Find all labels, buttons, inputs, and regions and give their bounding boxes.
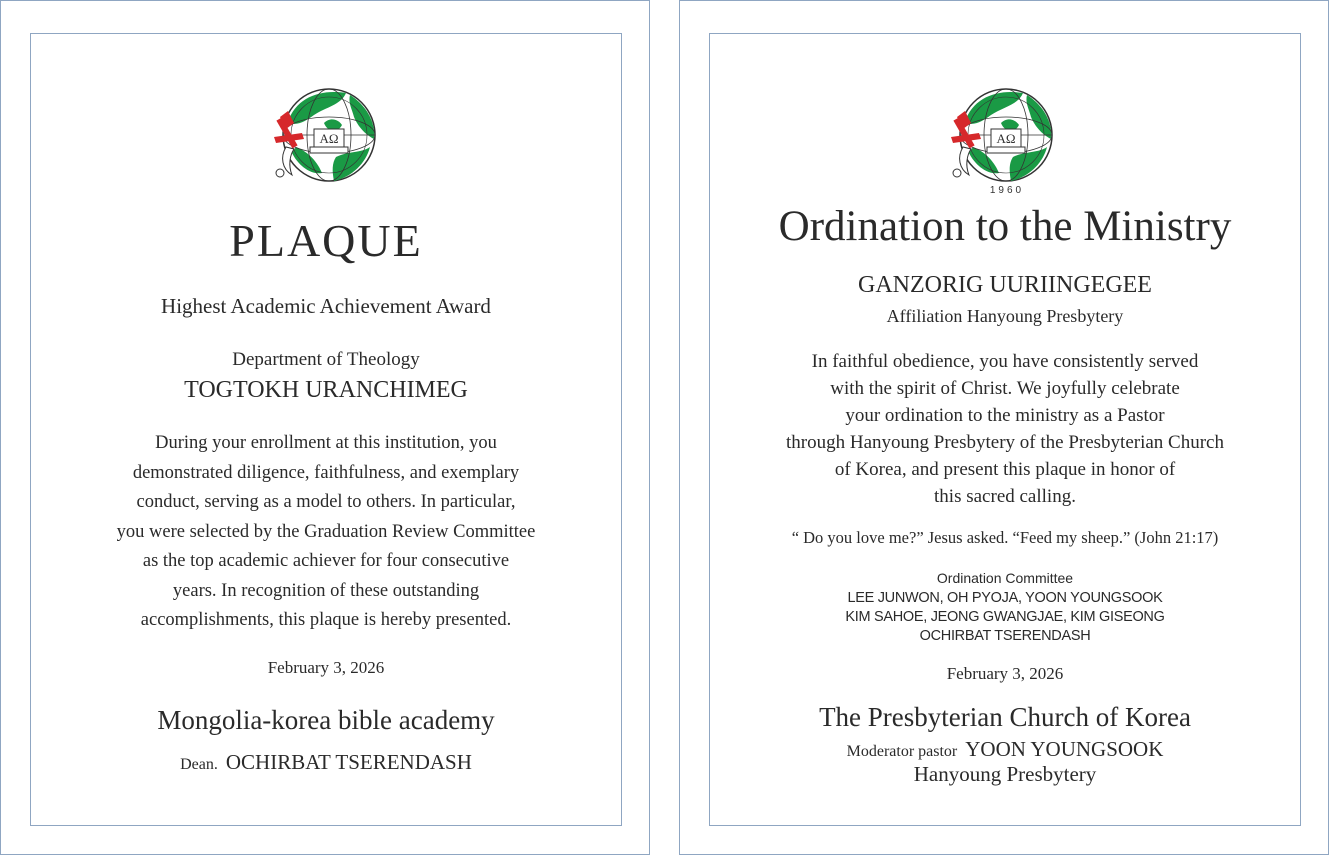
citation-line: accomplishments, this plaque is hereby presented. — [140, 610, 512, 630]
left-plaque-outer — [0, 0, 650, 855]
department-name: Department of Theology — [232, 349, 420, 370]
citation-line: of Korea, and present this plaque in honor of — [834, 459, 1176, 480]
organization-name: The Presbyterian Church of Korea — [819, 702, 1191, 732]
signer-name: OCHIRBAT TSERENDASH — [225, 750, 472, 774]
affiliation: Affiliation Hanyoung Presbytery — [886, 306, 1124, 326]
svg-text:ΑΩ: ΑΩ — [996, 131, 1016, 146]
citation-body — [710, 348, 1300, 510]
scripture-quote: “ Do you love me?” Jesus asked. “Feed my sheep.” (John 21:17) — [791, 528, 1219, 547]
citation-line: conduct, serving as a model to others. In particular, — [136, 492, 516, 512]
committee-members — [710, 589, 1300, 646]
citation-line: During your enrollment at this institution, you — [155, 433, 497, 453]
citation-line: demonstrated diligence, faithfulness, and exemplary — [132, 462, 520, 483]
plaque-title: PLAQUE — [229, 215, 423, 266]
left-plaque-inner-border — [30, 33, 622, 826]
committee-label: Ordination Committee — [936, 570, 1074, 586]
signer-line — [710, 737, 1300, 762]
right-plaque-outer — [679, 0, 1329, 855]
svg-text:ΑΩ: ΑΩ — [319, 131, 339, 146]
right-plaque-inner-border — [709, 33, 1301, 826]
recipient-name: GANZORIG UURIINGEGEE — [858, 272, 1152, 298]
citation-line: as the top academic achiever for four consecutive — [142, 551, 510, 571]
committee-line: KIM SAHOE, JEONG GWANGJAE, KIM GISEONG — [845, 609, 1165, 625]
signer-title: Moderator pastor — [846, 743, 958, 760]
ordination-title: Ordination to the Ministry — [778, 203, 1232, 250]
svg-text:1960: 1960 — [989, 185, 1025, 196]
recipient-name: TOGTOKH URANCHIMEG — [184, 377, 468, 403]
presbytery-name: Hanyoung Presbytery — [913, 762, 1097, 786]
church-logo — [941, 77, 1065, 199]
issue-date: February 3, 2026 — [267, 658, 385, 677]
signer-title: Dean. — [180, 756, 218, 773]
citation-line: years. In recognition of these outstanding — [172, 580, 480, 601]
citation-line: with the spirit of Christ. We joyfully celebrate — [830, 378, 1180, 399]
institution-name: Mongolia-korea bible academy — [157, 705, 495, 735]
committee-line: LEE JUNWON, OH PYOJA, YOON YOUNGSOOK — [847, 590, 1163, 606]
issue-date: February 3, 2026 — [946, 664, 1064, 683]
citation-line: your ordination to the ministry as a Pastor — [845, 405, 1165, 426]
globe-emblem-icon — [941, 77, 1065, 199]
signer-line — [31, 750, 621, 775]
globe-emblem-icon — [266, 77, 388, 197]
academy-logo — [266, 77, 388, 197]
citation-line: In faithful obedience, you have consistently served — [811, 351, 1199, 372]
citation-line: through Hanyoung Presbytery of the Presbyterian Church — [786, 432, 1224, 453]
citation-line: this sacred calling. — [934, 486, 1076, 507]
committee-line: OCHIRBAT TSERENDASH — [919, 628, 1091, 644]
award-name: Highest Academic Achievement Award — [161, 294, 491, 318]
citation-line: you were selected by the Graduation Review Committee — [116, 521, 536, 542]
citation-body — [31, 429, 621, 636]
signer-name: YOON YOUNGSOOK — [965, 737, 1164, 761]
